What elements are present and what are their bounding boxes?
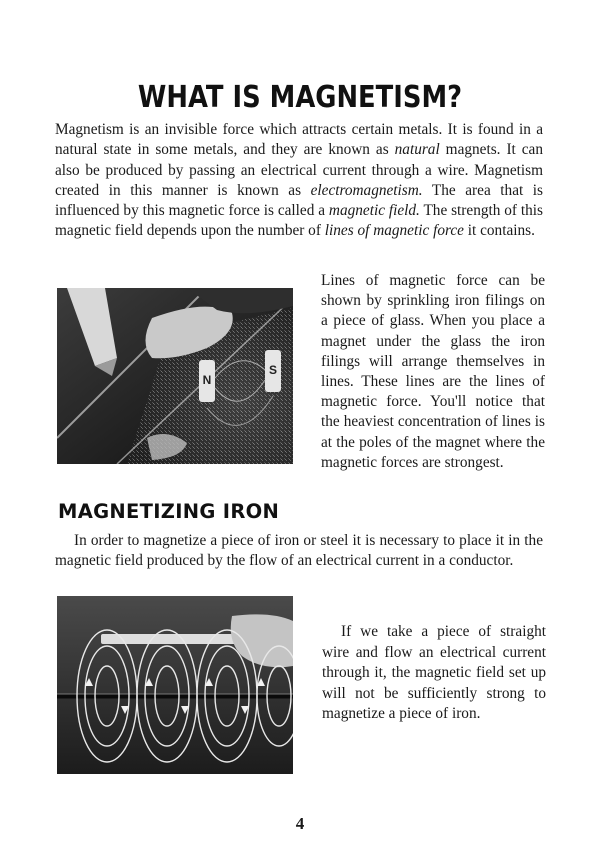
page-title: WHAT IS MAGNETISM?	[137, 80, 463, 115]
magnetizing-iron-paragraph: In order to magnetize a piece of iron or steel it is necessary to place it in the magnetic field produced by the flow of an electrical current in a conductor.	[55, 532, 543, 570]
intro-text-run: The strength of this magnetic field depends upon the number of	[55, 202, 543, 240]
intro-text-run: magnets. It can also be produced by passing an electrical current through a wire. Magnetism created in this manner is known as	[55, 141, 543, 199]
intro-italic-term: electromagnetism.	[310, 181, 423, 199]
iron-filings-image	[57, 288, 293, 464]
iron-filings-photo	[57, 288, 293, 464]
intro-italic-term: lines of magnetic force	[324, 222, 464, 240]
wire-field-image	[57, 596, 293, 774]
intro-italic-term: natural	[394, 141, 440, 159]
intro-italic-term: magnetic field.	[328, 202, 420, 220]
south-pole-label: S	[268, 363, 278, 377]
wire-field-photo	[57, 596, 293, 774]
intro-text-run: it contains.	[463, 222, 535, 240]
magnetizing-iron-heading: MAGNETIZING IRON	[58, 500, 280, 523]
page-number: 4	[295, 814, 305, 833]
intro-text-run: The area that is influenced by this magnetic force is called a	[55, 181, 544, 220]
intro-paragraph	[55, 120, 543, 242]
north-pole-label: N	[202, 373, 212, 387]
lines-of-force-paragraph: Lines of magnetic force can be shown by sprinkling iron filings on a piece of glass. When you place a magnet under the glass the iron filings will arrange themselves in lines. These lines are the lines of magnetic force. You'll notice that the heaviest concentration of lines is at the poles of the magnet where the magnetic forces are strongest.	[321, 272, 545, 471]
straight-wire-paragraph: If we take a piece of straight wire and flow an electrical current through it, the magnetic field set up will not be sufficiently strong to magnetize a piece of iron.	[322, 623, 546, 723]
intro-text-run: Magnetism is an invisible force which attracts certain metals. It is found in a natural state in some metals, and they are known as	[55, 121, 543, 159]
